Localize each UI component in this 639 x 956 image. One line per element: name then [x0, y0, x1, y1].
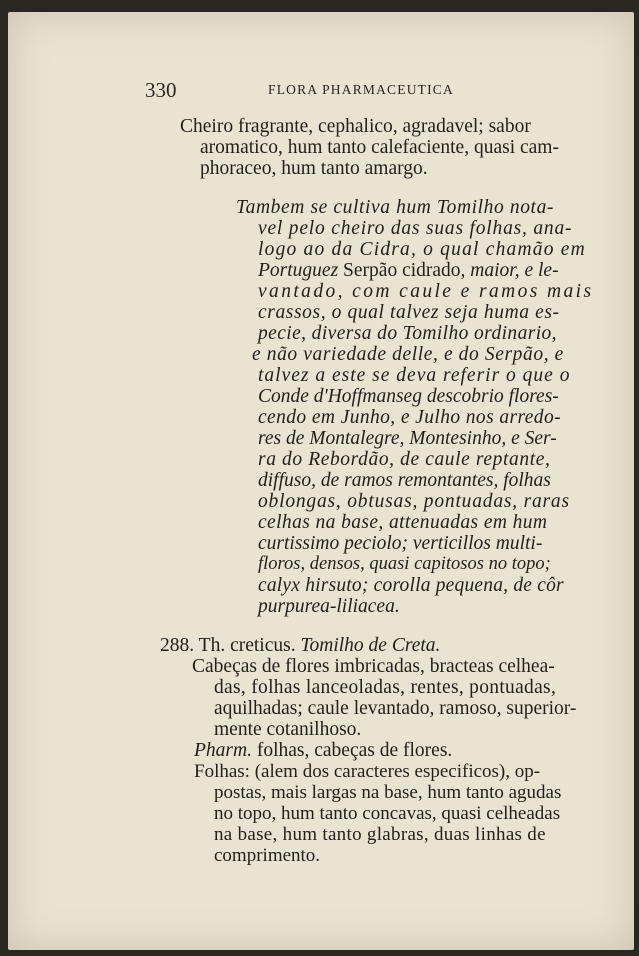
note-line: ra do Rebordão, de caule reptante, — [258, 449, 551, 470]
entry-number: 288. — [160, 635, 195, 656]
note-line: oblongas, obtusas, pontuadas, raras — [258, 491, 570, 512]
folhas-line: comprimento. — [214, 845, 321, 866]
running-title: FLORA PHARMACEUTICA — [268, 82, 454, 97]
note-line: floros, densos, quasi capitosos no topo; — [258, 554, 551, 574]
folhas-line: na base, hum tanto glabras, duas linhas de — [214, 824, 546, 845]
upright-phrase: Serpão cidrado — [343, 260, 461, 281]
folhas-line: no topo, hum tanto concavas, quasi celheadas — [214, 803, 561, 824]
note-line: talvez a este se deva referir o que o — [258, 365, 571, 386]
note-line: res de Montalegre, Montesinho, e Ser- — [258, 428, 557, 449]
entry-heading — [160, 635, 440, 657]
entry-desc-line: aquilhadas; caule levantado, ramoso, superior- — [214, 698, 577, 719]
entry-desc-line: Cabeças de flores imbricadas, bracteas celhea- — [192, 656, 555, 677]
note-line: Portuguez Serpão cidrado, maior, e le- — [258, 260, 559, 281]
intro-line: phoraceo, hum tanto amargo. — [200, 158, 428, 179]
folhas-line: Folhas: (alem dos caracteres especificos), op- — [194, 761, 541, 782]
note-line: curtissimo peciolo; verticillos multi- — [258, 533, 543, 554]
pharm-line — [194, 740, 452, 762]
entry-common-name: Tomilho de Creta. — [300, 635, 441, 656]
note-line: diffuso, de ramos remontantes, folhas — [258, 470, 551, 491]
folhas-line: postas, mais largas na base, hum tanto agudas — [214, 782, 562, 803]
entry-desc-line: das, folhas lanceoladas, rentes, pontuadas, — [214, 677, 557, 698]
pharm-label: Pharm. — [194, 740, 252, 761]
note-line: Tambem se cultiva hum Tomilho nota- — [236, 197, 555, 218]
note-line: vel pelo cheiro das suas folhas, ana- — [258, 218, 573, 239]
note-line: cendo em Junho, e Julho nos arredo- — [258, 407, 561, 428]
note-line: e não variedade delle, e do Serpão, e — [252, 344, 564, 365]
intro-line: aromatico, hum tanto calefaciente, quasi cam- — [200, 137, 559, 158]
note-line: crassos, o qual talvez seja huma es- — [258, 302, 560, 323]
entry-desc-line: mente cotanilhoso. — [214, 719, 362, 740]
note-line: Conde d'Hoffmanseg descobrio flores- — [258, 386, 559, 407]
entry-latin-name: Th. creticus. — [198, 635, 296, 656]
note-line: purpurea-liliacea. — [258, 596, 400, 617]
note-line: calyx hirsuto; corolla pequena, de côr — [258, 575, 564, 596]
page-header — [0, 78, 639, 102]
note-line: celhas na base, attenuadas em hum — [258, 512, 548, 533]
note-line: vantado, com caule e ramos mais — [258, 281, 594, 302]
note-line: logo ao da Cidra, o qual chamão em — [258, 239, 586, 260]
intro-line: Cheiro fragrante, cephalico, agradavel; sabor — [180, 116, 531, 137]
page-number: 330 — [145, 78, 177, 102]
note-line: pecie, diversa do Tomilho ordinario, — [258, 323, 557, 344]
pharm-text: folhas, cabeças de flores. — [256, 740, 453, 761]
